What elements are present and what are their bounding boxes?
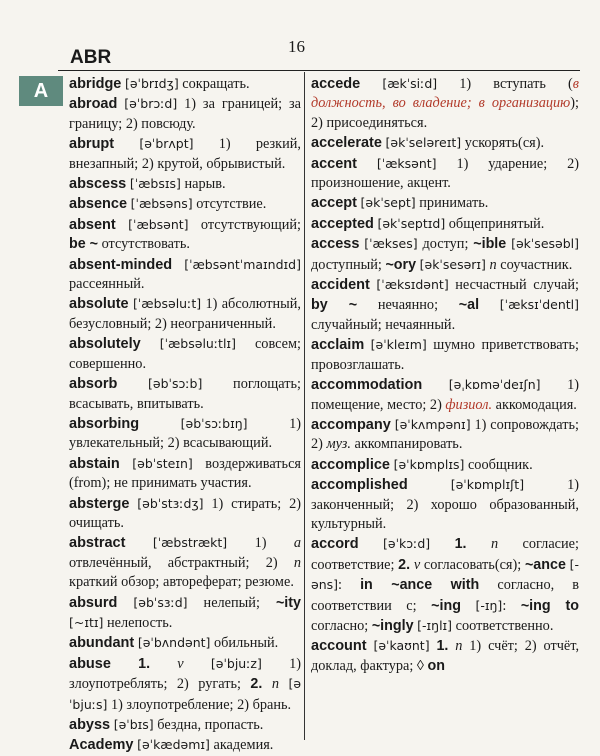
- dictionary-entry: [311, 275, 579, 335]
- phonetic: [ækˈsiːd]: [382, 76, 438, 91]
- phonetic: [əˈbjuːs]: [69, 676, 302, 712]
- usage-label: в должность, во владение; в организацию: [311, 76, 580, 112]
- phonetic: [əˈbrɪdʒ]: [124, 76, 179, 91]
- definition-text: 1) стирать; 2) очищать.: [69, 495, 301, 531]
- definition-text: 1) помещение, место; 2): [311, 377, 579, 413]
- definition-text: [430, 536, 454, 552]
- phonetic: [əˈkædəmɪ]: [137, 737, 210, 753]
- headword: absent: [69, 216, 116, 233]
- headword: account: [311, 638, 367, 655]
- dictionary-entry: [69, 414, 301, 454]
- dictionary-entry: [69, 174, 301, 194]
- dictionary-entry: [69, 735, 301, 755]
- definition-text: 1) увлекательный; 2) всасывающий.: [69, 415, 302, 452]
- definition-text: отсутствие.: [192, 196, 267, 213]
- bold-phrase: ~ible: [473, 236, 507, 253]
- definition-text: 1) резкий, внезапный; 2) крутой, обрывистый.: [69, 136, 301, 172]
- headword: accept: [311, 195, 357, 212]
- bold-phrase: ~al: [458, 297, 480, 314]
- phonetic: [əˈkɔːd]: [383, 536, 431, 552]
- definition-text: согласно, в соответствии с;: [311, 577, 580, 614]
- dictionary-entry: [311, 375, 579, 415]
- definition-text: сообщник.: [464, 456, 533, 473]
- phonetic: [əkˈsesəbl]: [511, 236, 579, 252]
- bold-phrase: ~ing: [431, 597, 461, 614]
- phonetic: [ˈæbsəluːt]: [132, 296, 202, 312]
- definition-text: [150, 656, 177, 672]
- headword: abyss: [69, 717, 111, 733]
- headword: absorb: [69, 376, 118, 393]
- definition-text: академия.: [209, 737, 274, 754]
- definition-text: нечаянно;: [357, 297, 459, 314]
- dictionary-entry: [69, 454, 301, 494]
- definition-text: шумно приветствовать; провозглашать.: [311, 337, 579, 373]
- definition-text: ); 2) присоединяться.: [311, 95, 579, 131]
- dictionary-entry: [69, 74, 301, 94]
- definition-text: 1) ударение; 2) произношение, акцент.: [311, 155, 579, 192]
- dictionary-entry: [69, 715, 301, 735]
- headword: accompany: [311, 416, 391, 433]
- grammar-label: v: [413, 556, 421, 573]
- dictionary-entry: [69, 294, 301, 334]
- phonetic: [ˈæksɪdənt]: [376, 277, 449, 293]
- phonetic: [əˈkɒmplɪs]: [393, 456, 465, 472]
- definition-text: бездна, пропасть.: [153, 717, 264, 733]
- definition-text: 1) за границей; за границу; 2) повсюду.: [69, 96, 301, 132]
- dictionary-entry: [69, 633, 301, 653]
- header-rule: [58, 70, 580, 71]
- phonetic: [ˈæbstrækt]: [152, 535, 228, 551]
- dictionary-entry: [69, 374, 301, 414]
- right-column: [311, 74, 579, 676]
- bold-phrase: in ~ance with: [360, 577, 480, 594]
- dictionary-entry: [69, 654, 301, 715]
- phonetic: [əkˈsesərɪ]: [419, 256, 486, 272]
- headword: accepted: [311, 215, 374, 232]
- headword: abscess: [69, 176, 127, 193]
- definition-text: [479, 297, 500, 313]
- grammar-label: n: [293, 554, 301, 571]
- dictionary-entry: [311, 455, 579, 475]
- phonetic: [əˈkaʊnt]: [373, 638, 430, 654]
- headword: absolute: [69, 296, 129, 313]
- headword: absurd: [69, 594, 118, 611]
- headword: abroad: [69, 96, 118, 113]
- phonetic: [əbˈsɔːbɪŋ]: [180, 415, 248, 431]
- bold-phrase: by ~: [311, 297, 358, 314]
- headword: accelerate: [311, 135, 382, 152]
- phonetic: [ˈæksɪˈdentl]: [499, 297, 579, 313]
- grammar-label: v: [177, 655, 184, 672]
- bold-phrase: be ~: [69, 236, 99, 253]
- definition-text: отсутствующий;: [188, 216, 302, 233]
- usage-label: физиол.: [445, 396, 493, 413]
- grammar-label: n: [455, 638, 463, 655]
- definition-text: согласие; соответствие;: [311, 536, 579, 573]
- dictionary-entry: [311, 335, 579, 375]
- column-divider: [304, 72, 305, 740]
- dictionary-entry: [311, 234, 579, 275]
- definition-text: аккомодация.: [492, 396, 577, 413]
- headword: absence: [69, 196, 128, 213]
- headword: abundant: [69, 635, 135, 652]
- bold-phrase: 2.: [250, 676, 263, 693]
- bold-phrase: 1.: [454, 536, 467, 553]
- phonetic: [əˈbrʌpt]: [139, 136, 194, 152]
- dictionary-entry: [69, 533, 301, 592]
- dictionary-entry: [311, 214, 579, 234]
- bold-phrase: on: [427, 657, 445, 674]
- dictionary-entry: [311, 154, 579, 194]
- headword: abstain: [69, 455, 120, 472]
- definition-text: аккомпанировать.: [350, 436, 463, 453]
- grammar-label: муз.: [326, 436, 351, 453]
- headword: absterge: [69, 495, 130, 512]
- phonetic: [əbˈsɜːd]: [133, 594, 188, 610]
- definition-text: соответственно.: [452, 617, 554, 634]
- definition-text: :: [502, 597, 521, 614]
- definition-text: [184, 656, 211, 672]
- headword: abrupt: [69, 136, 115, 153]
- dictionary-entry: [311, 475, 579, 534]
- definition-text: 1) законченный; 2) хорошо образованный, культурный.: [311, 477, 579, 532]
- grammar-label: n: [489, 256, 497, 273]
- guide-word: ABR: [70, 47, 112, 68]
- phonetic: [ˈækses]: [364, 236, 418, 252]
- grammar-label: n: [490, 536, 499, 553]
- phonetic: [əbˈsteɪn]: [132, 455, 193, 471]
- definition-text: согласовать(ся);: [420, 556, 525, 573]
- dictionary-entry: [69, 194, 301, 214]
- definition-text: [467, 536, 491, 552]
- definition-text: 1) вступать (: [437, 76, 573, 92]
- phonetic: [-ɪŋ]: [475, 597, 503, 613]
- definition-text: 1) абсолютный, безусловный; 2) неограниченный.: [69, 296, 301, 332]
- dictionary-entry: [69, 215, 301, 255]
- phonetic: [əˈbjuːz]: [210, 655, 262, 671]
- definition-text: совсем; совершенно.: [69, 336, 301, 372]
- headword: absolutely: [69, 336, 141, 353]
- phonetic: [əˈbrɔːd]: [124, 96, 178, 112]
- definition-text: общепринятый.: [445, 215, 545, 232]
- phonetic: [ˈæbsɪs]: [129, 176, 181, 192]
- dictionary-entry: [311, 636, 579, 676]
- phonetic: [əˈkleɪm]: [370, 337, 427, 353]
- dictionary-entry: [311, 193, 579, 213]
- headword: absorbing: [69, 415, 140, 432]
- definition-text: 1) злоупотребление; 2) брань.: [107, 696, 292, 713]
- grammar-label: a: [293, 535, 302, 552]
- phonetic: [əˌkɒməˈdeɪʃn]: [448, 377, 541, 393]
- bold-phrase: ~ing to: [520, 597, 580, 614]
- headword: accent: [311, 155, 357, 172]
- headword: accede: [311, 76, 361, 92]
- headword: accord: [311, 536, 359, 553]
- definition-text: сокращать.: [178, 76, 250, 92]
- phonetic: [əˈbɪs]: [113, 717, 154, 732]
- headword: abstract: [69, 535, 126, 552]
- definition-text: случайный; нечаянный.: [311, 316, 456, 333]
- headword: access: [311, 236, 360, 253]
- phonetic: [əkˈseləreɪt]: [385, 135, 462, 151]
- dictionary-entry: [69, 134, 301, 174]
- definition-text: воздерживаться (from); не принимать участия.: [69, 455, 302, 492]
- thumb-index-letter: A: [33, 79, 49, 102]
- definition-text: [262, 676, 271, 692]
- definition-text: рассеянный.: [69, 276, 145, 293]
- definition-text: ускорять(ся).: [461, 135, 545, 152]
- dictionary-entry: [311, 74, 579, 133]
- headword: accommodation: [311, 377, 423, 394]
- bold-phrase: ~ance: [524, 556, 566, 573]
- headword: absent-minded: [69, 256, 173, 273]
- phonetic: [əˈbʌndənt]: [137, 635, 211, 651]
- phonetic: [-əns]: [311, 556, 579, 593]
- phonetic: [ˈæbsəntˈmaɪndɪd]: [184, 256, 301, 272]
- definition-text: доступ;: [417, 236, 474, 253]
- headword: accomplice: [311, 456, 390, 473]
- phonetic: [əˈkɒmplɪʃt]: [450, 477, 525, 493]
- phonetic: [əbˈsɔːb]: [148, 376, 203, 392]
- definition-text: :: [338, 577, 361, 594]
- phonetic: [ˈæbsəluːtlɪ]: [159, 336, 236, 352]
- definition-text: 1) злоупотреблять; 2) ругать;: [69, 655, 301, 693]
- definition-text: отсутствовать.: [98, 236, 190, 253]
- dictionary-entry: [311, 133, 579, 153]
- bold-phrase: ~ingly: [371, 617, 414, 634]
- bold-phrase: ~ity: [275, 594, 301, 611]
- headword: abridge: [69, 76, 122, 92]
- dictionary-entry: [69, 494, 301, 534]
- bold-phrase: 1.: [436, 638, 449, 655]
- definition-text: соучастник.: [496, 256, 573, 273]
- definition-text: нелепость.: [103, 614, 173, 631]
- left-column: [69, 74, 301, 756]
- phonetic: [~ɪtɪ]: [69, 614, 104, 630]
- thumb-index-tab: [19, 76, 63, 106]
- dictionary-entry: [311, 415, 579, 455]
- definition-text: 1) счёт; 2) отчёт, доклад, фактура; ◊: [311, 638, 580, 674]
- dictionary-entry: [311, 534, 579, 636]
- definition-text: отвлечённый, абстрактный; 2): [69, 554, 294, 571]
- grammar-label: n: [271, 676, 279, 693]
- page-number: 16: [288, 37, 305, 56]
- dictionary-entry: [69, 94, 301, 134]
- bold-phrase: 1.: [138, 655, 151, 672]
- definition-text: 1): [227, 535, 294, 552]
- definition-text: [461, 598, 476, 614]
- phonetic: [əˈkʌmpənɪ]: [394, 416, 471, 432]
- headword: abuse: [69, 655, 111, 672]
- dictionary-entry: [69, 255, 301, 295]
- definition-text: доступный;: [311, 256, 386, 273]
- headword: acclaim: [311, 337, 365, 354]
- headword: accomplished: [311, 477, 408, 494]
- page-header: [0, 0, 600, 72]
- definition-text: 1) сопровождать; 2): [311, 416, 579, 453]
- phonetic: [ˈæbsəns]: [130, 196, 193, 212]
- bold-phrase: 2.: [398, 556, 411, 573]
- headword: accident: [311, 277, 370, 294]
- phonetic: [ˈæksənt]: [376, 155, 437, 171]
- definition-text: краткий обзор; автореферат; резюме.: [69, 574, 294, 591]
- bold-phrase: ~ory: [385, 256, 417, 273]
- definition-text: нелепый;: [187, 594, 276, 611]
- definition-text: нарыв.: [180, 176, 226, 193]
- headword: Academy: [69, 737, 134, 754]
- phonetic: [əkˈseptɪd]: [377, 215, 446, 231]
- dictionary-entry: [69, 334, 301, 374]
- phonetic: [əbˈstɜːdʒ]: [137, 495, 204, 511]
- phonetic: [-ɪŋlɪ]: [417, 617, 453, 633]
- phonetic: [ˈæbsənt]: [128, 216, 189, 232]
- phonetic: [əkˈsept]: [360, 195, 416, 211]
- definition-text: согласно;: [311, 617, 372, 634]
- dictionary-entry: [69, 593, 301, 634]
- definition-text: поглощать; всасывать, впитывать.: [69, 376, 301, 412]
- definition-text: принимать.: [415, 195, 489, 212]
- definition-text: несчастный случай;: [448, 277, 580, 294]
- definition-text: обильный.: [210, 635, 279, 652]
